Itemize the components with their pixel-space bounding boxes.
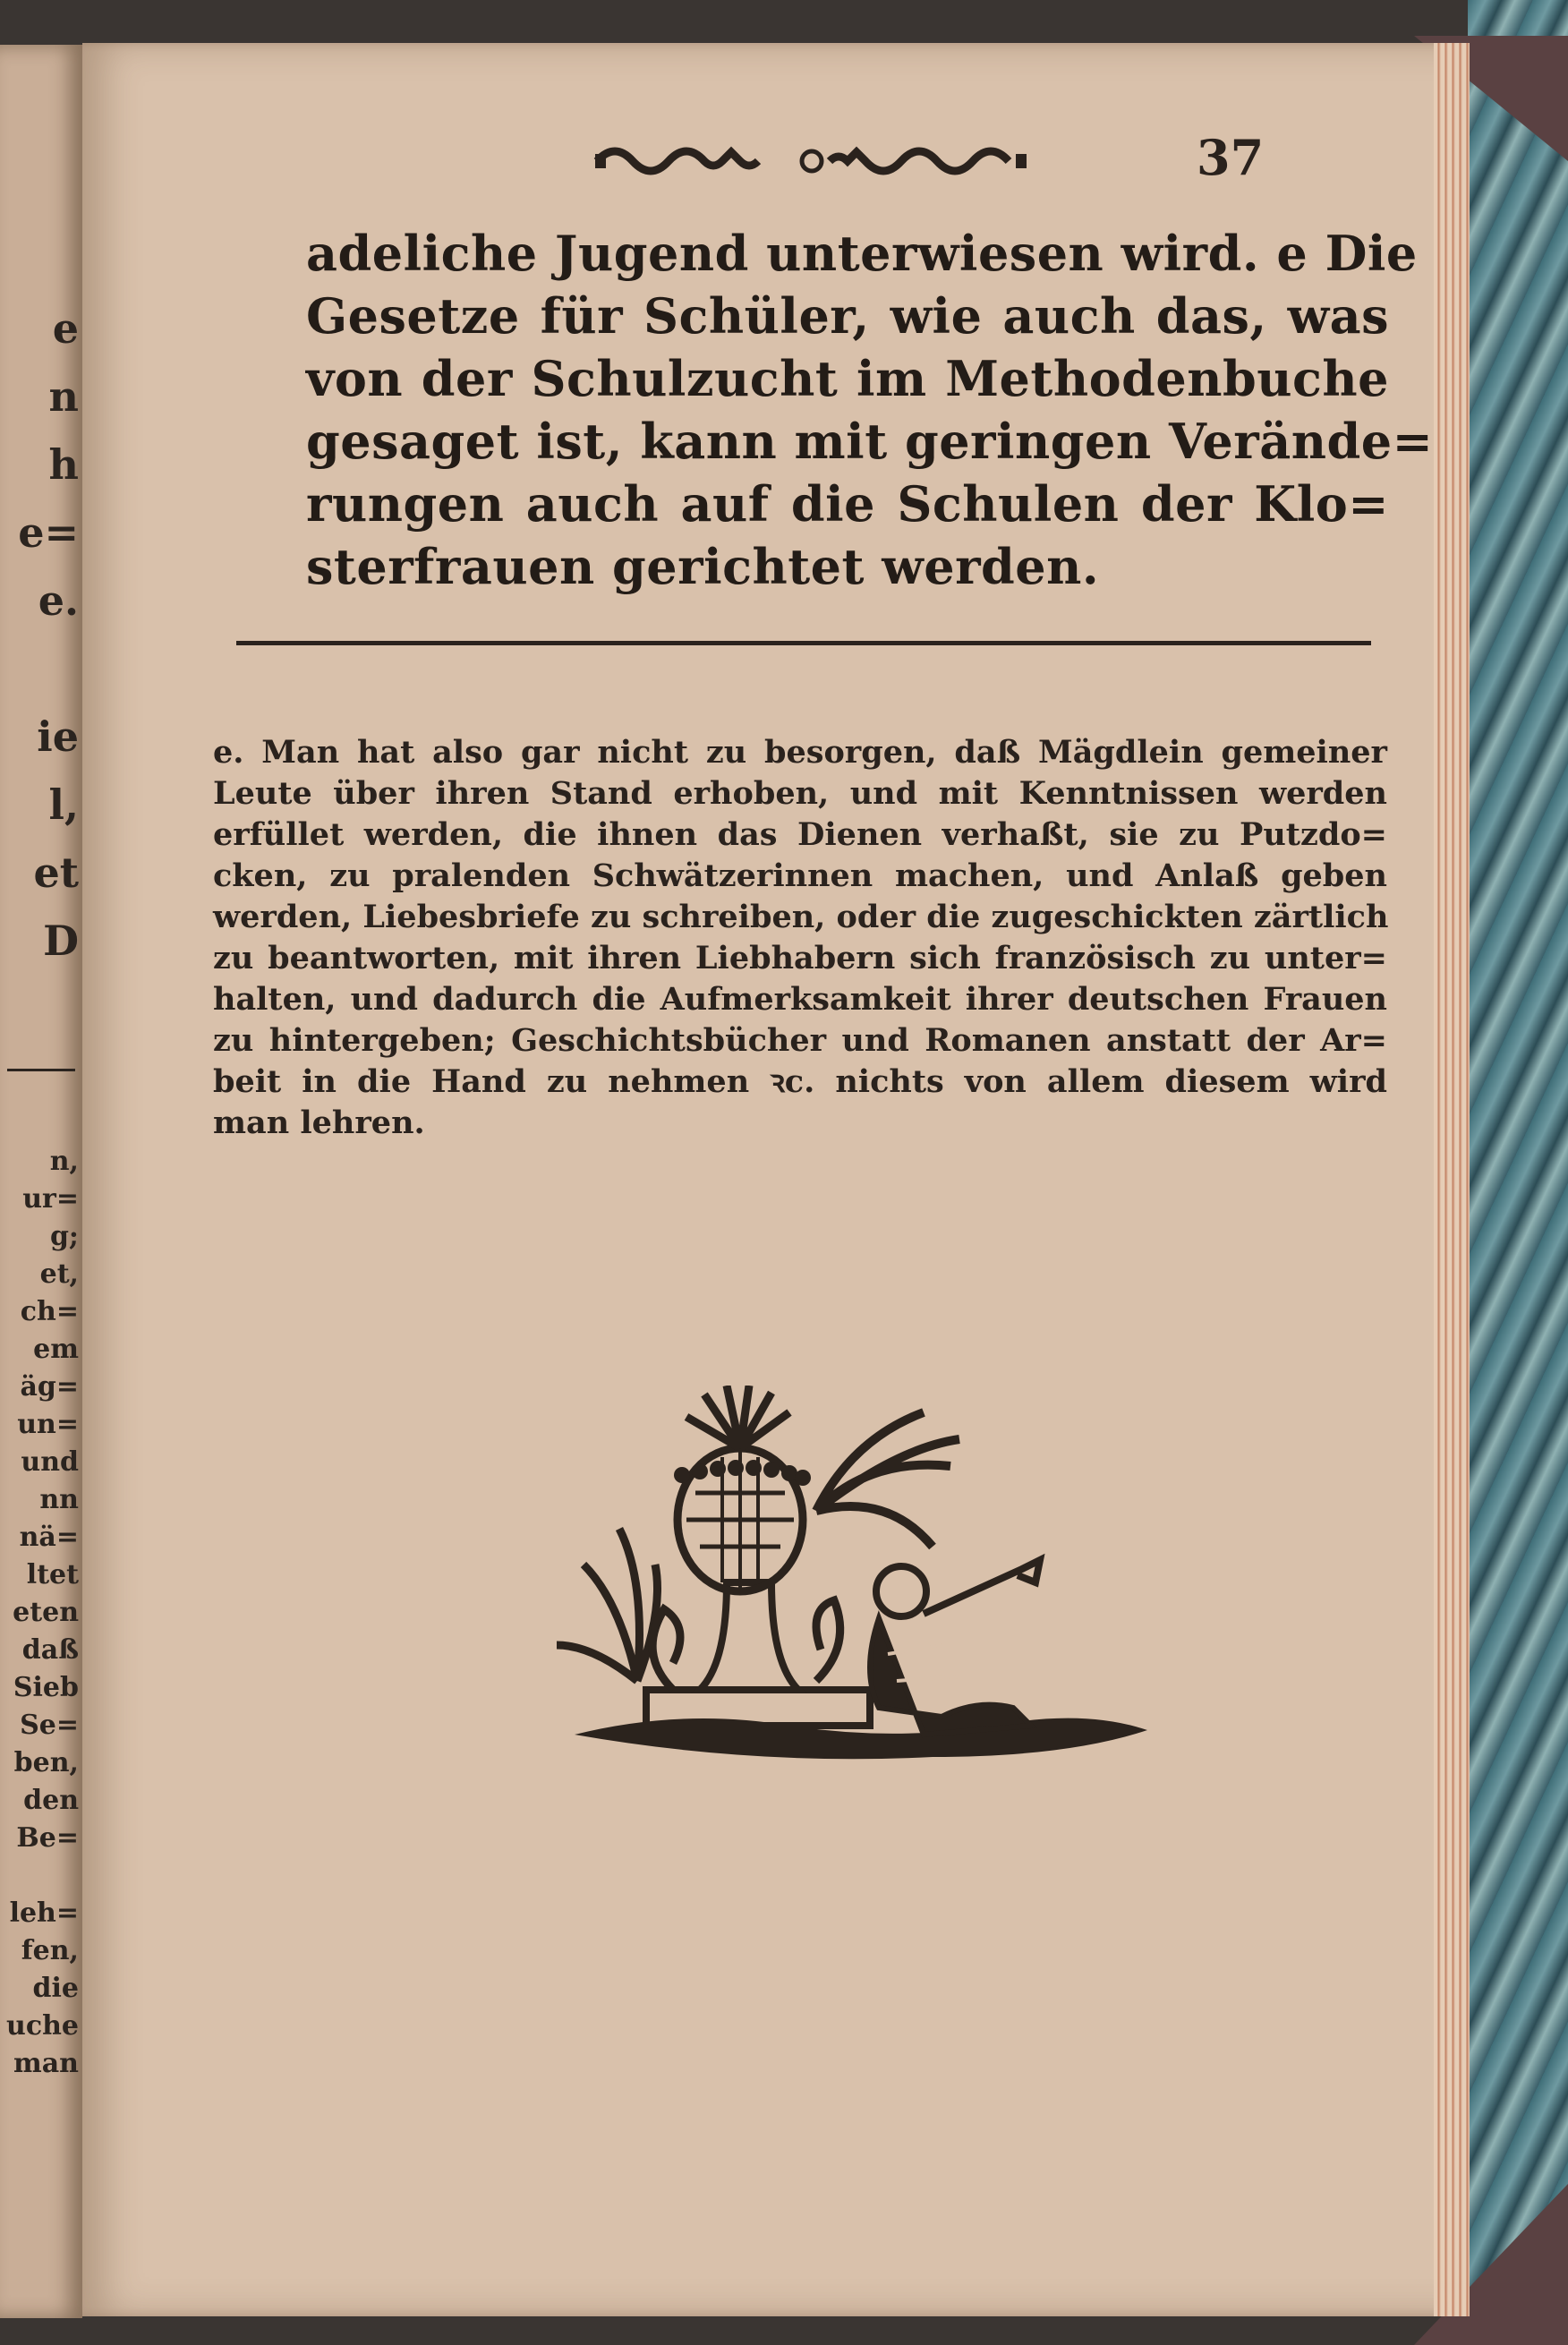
previous-page-footnote-fragment: ur=	[22, 1183, 79, 1215]
footnote-line: halten, und dadurch die Aufmerksamkeit ihrer deutschen Frauen	[213, 981, 1387, 1018]
previous-page-footnote-fragment: ch=	[20, 1296, 79, 1327]
marbled-cover-board	[1468, 0, 1568, 2345]
footnote-line: cken, zu pralenden Schwätzerinnen machen, und Anlaß geben	[213, 857, 1387, 894]
previous-page-line-fragment: ie	[37, 712, 79, 761]
footnote-line: werden, Liebesbriefe zu schreiben, oder die zugeschickten zärtlich	[213, 899, 1389, 935]
footnote-line: beit in die Hand zu nehmen ꝛc. nichts von allem diesem wird	[213, 1063, 1387, 1100]
book-page	[82, 43, 1470, 2316]
page-number: 37	[1197, 129, 1265, 186]
footnote-line: zu beantworten, mit ihren Liebhabern sich französisch zu unter=	[213, 940, 1387, 976]
main-text-block	[306, 222, 1434, 598]
previous-page-footnote-fragment: äg=	[20, 1371, 79, 1403]
previous-page-footnote-fragment: man	[13, 2048, 79, 2079]
previous-page-footnote-fragment: et,	[39, 1258, 79, 1290]
previous-page-footnote-fragment: em	[33, 1334, 79, 1365]
main-text-line: Gesetze für Schüler, wie auch das, was	[306, 287, 1389, 345]
previous-page-line-fragment: et	[33, 848, 79, 897]
main-text-line: rungen auch auf die Schulen der Klo=	[306, 475, 1389, 533]
previous-page-line-fragment: e=	[18, 508, 79, 557]
previous-page-footnote-fragment: die	[32, 1973, 79, 2004]
previous-page-footnote-fragment: den	[23, 1785, 79, 1816]
previous-page-line-fragment: e	[52, 304, 79, 353]
previous-page-footnote-fragment: un=	[17, 1409, 79, 1440]
footnote-line: Leute über ihren Stand erhoben, und mit Kenntnissen werden	[213, 775, 1387, 812]
previous-page-edge	[0, 45, 82, 2318]
previous-page-footnote-fragment: g;	[49, 1221, 79, 1252]
previous-page-footnote-rule	[7, 1069, 75, 1071]
previous-page-footnote-fragment: n,	[49, 1146, 79, 1177]
previous-page-line-fragment: D	[43, 917, 79, 965]
previous-page-line-fragment: h	[48, 440, 79, 489]
previous-page-line-fragment: n	[48, 372, 79, 421]
previous-page-line-fragment: l,	[48, 780, 79, 829]
previous-page-footnote-fragment: ltet	[26, 1559, 79, 1590]
previous-page-footnote-fragment: uche	[6, 2010, 79, 2042]
main-text-line: sterfrauen gerichtet werden.	[306, 538, 1100, 595]
woodcut-urn-vignette-icon	[548, 1386, 1174, 1833]
previous-page-footnote-fragment: daß	[21, 1634, 79, 1666]
footnote-line: man lehren.	[213, 1104, 425, 1141]
footnote-line: e. Man hat also gar nicht zu besorgen, daß Mägdlein gemeiner	[213, 734, 1387, 771]
previous-page-footnote-fragment: Be=	[16, 1822, 79, 1854]
page-fore-edge	[1434, 43, 1470, 2316]
main-text-line: adeliche Jugend unterwiesen wird. e Die	[306, 225, 1418, 282]
footnote-line: erfüllet werden, die ihnen das Dienen verhaßt, sie zu Putzdo=	[213, 816, 1387, 853]
main-text-line: gesaget ist, kann mit geringen Verände=	[306, 413, 1434, 470]
previous-page-footnote-fragment: fen,	[21, 1935, 79, 1966]
header-ornament-icon	[588, 134, 1035, 188]
footnote-block	[213, 732, 1387, 1144]
previous-page-footnote-fragment: leh=	[9, 1897, 79, 1929]
previous-page-footnote-fragment: eten	[13, 1597, 79, 1628]
previous-page-footnote-fragment: und	[21, 1446, 79, 1478]
footnote-line: zu hintergeben; Geschichtsbücher und Romanen anstatt der Ar=	[213, 1022, 1387, 1059]
previous-page-footnote-fragment: ben,	[13, 1747, 79, 1778]
previous-page-footnote-fragment: nn	[39, 1484, 79, 1515]
previous-page-footnote-fragment: Se=	[20, 1710, 79, 1741]
previous-page-footnote-fragment: nä=	[19, 1522, 79, 1553]
previous-page-footnote-fragment: Sieb	[13, 1672, 79, 1703]
previous-page-line-fragment: e.	[38, 576, 79, 625]
footnote-separator-rule	[236, 641, 1371, 645]
main-text-line: von der Schulzucht im Methodenbuche	[306, 350, 1389, 407]
